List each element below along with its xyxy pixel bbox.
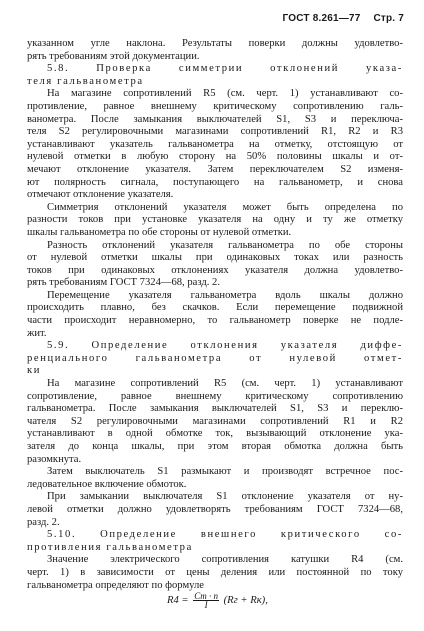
section-heading: 5.10. Определение внешнего критического со- <box>47 529 403 541</box>
page-number: Стр. 7 <box>373 13 404 24</box>
formula-lhs: R4 = <box>167 595 189 607</box>
text-line: отмечают отклонение указателя. <box>27 189 174 201</box>
text-line: разд. 2. <box>27 516 60 528</box>
text-line: жит. <box>27 327 47 339</box>
text-line: рять требованиям ГОСТ 7324—68, разд. 2. <box>27 277 220 289</box>
section-heading: ки <box>27 365 42 377</box>
text-line: противление, равное внешнему критическому сопротивлению галь- <box>27 100 403 112</box>
text-line: ледовательное включение обмоток. <box>27 478 187 490</box>
text-line: теля S2 регулировочными магазинами сопротивлений R1, R2 и R3 <box>27 126 403 138</box>
text-line: ванометра. После замыкания выключателей S1, S3 и переключа- <box>27 113 403 125</box>
text-line: устанавливают в одной обмотке ток, вызывающий отклонение ука- <box>27 428 403 440</box>
text-line: гальванометра определяют по формуле <box>27 579 204 591</box>
section-heading: ренциального гальванометра от нулевой отмет- <box>27 352 403 364</box>
text-line: мечают отклонение указателя. Затем переключателем S2 изменя- <box>27 163 403 175</box>
formula-denominator: I <box>204 600 208 611</box>
text-line: левой отметки должно удовлетворять требованиям ГОСТ 7324—68, <box>27 503 403 515</box>
text-line: Перемещение указателя гальванометра вдоль шкалы должно <box>47 289 403 301</box>
text-line: указанном угле наклона. Результаты поверки должны удовлетво- <box>27 38 403 49</box>
text-line: чателя S2 регулировочными магазинами сопротивлений R1 и R2 <box>27 415 403 427</box>
text-line: Разность отклонений указателя гальванометра по обе стороны <box>47 239 403 251</box>
text-line: части происходит неравномерно, то гальванометр поверке не подле- <box>27 315 403 327</box>
section-heading: теля гальванометра <box>27 75 144 87</box>
text-line: черт. 1) в зависимости от цены деления или постоянной по току <box>27 566 403 578</box>
section-heading: 5.9. Определение отклонения указателя диффе- <box>47 340 403 352</box>
text-line: шкалы гальванометра по обе стороны от нулевой отметки. <box>27 226 292 238</box>
section-heading: противления гальванометра <box>27 541 193 553</box>
section-heading: 5.8. Проверка симметрии отклонений указа- <box>47 63 403 75</box>
text-line: Затем выключатель S1 размыкают и производят встречное пос- <box>47 466 403 478</box>
formula <box>27 591 403 611</box>
text-line: разности токов при установке указателя на одну и ту же отметку <box>27 214 403 226</box>
text-line: Симметрия отклонений указателя может быть определена по <box>47 201 403 213</box>
text-line: разомкнута. <box>27 453 82 465</box>
text-line: гальванометра. После замыкания выключателей S1, S3 и переклю- <box>27 403 403 415</box>
text-line: На магазине сопротивлений R5 (см. черт. 1) устанавливают <box>47 378 403 390</box>
text-line: Значение электрического сопротивления катушки R4 (см. <box>47 554 403 566</box>
text-line: происходить плавно, без скачков. Если перемещение подвижной <box>27 302 403 314</box>
formula-numerator: Cт · n <box>194 591 218 602</box>
text-line: от нулевой отметки шкалы при одинаковых токах или разность <box>27 252 403 264</box>
text-line: рять требованиям этой документации. <box>27 50 200 62</box>
text-line: нулевой отметки в любую сторону на 50% половины шкалы и от- <box>27 151 403 163</box>
text-line: токов при одинаковых отклонениях указателя должна удовлетво- <box>27 264 403 276</box>
text-line: На магазине сопротивлений R5 (см. черт. 1) устанавливают со- <box>47 88 403 100</box>
text-line: устанавливают указатель гальванометра на отметку, отстоящую от <box>27 138 403 150</box>
text-line: ют полярность сигнала, поступающего на гальванометр, и снова <box>27 176 403 188</box>
text-line: зателя до конца шкалы, при этом вторая обмотка должна быть <box>27 441 403 452</box>
formula-rhs: (Rг + Rк), <box>223 595 268 607</box>
text-line: сопротивление, равное внешнему критическому сопротивлению <box>27 390 403 402</box>
formula-fraction <box>193 592 219 609</box>
text-line: При замыкании выключателя S1 отклонение указателя от ну- <box>47 491 403 503</box>
page-header <box>283 13 404 24</box>
standard-number: ГОСТ 8.261—77 <box>282 13 361 24</box>
document-body <box>27 38 403 611</box>
